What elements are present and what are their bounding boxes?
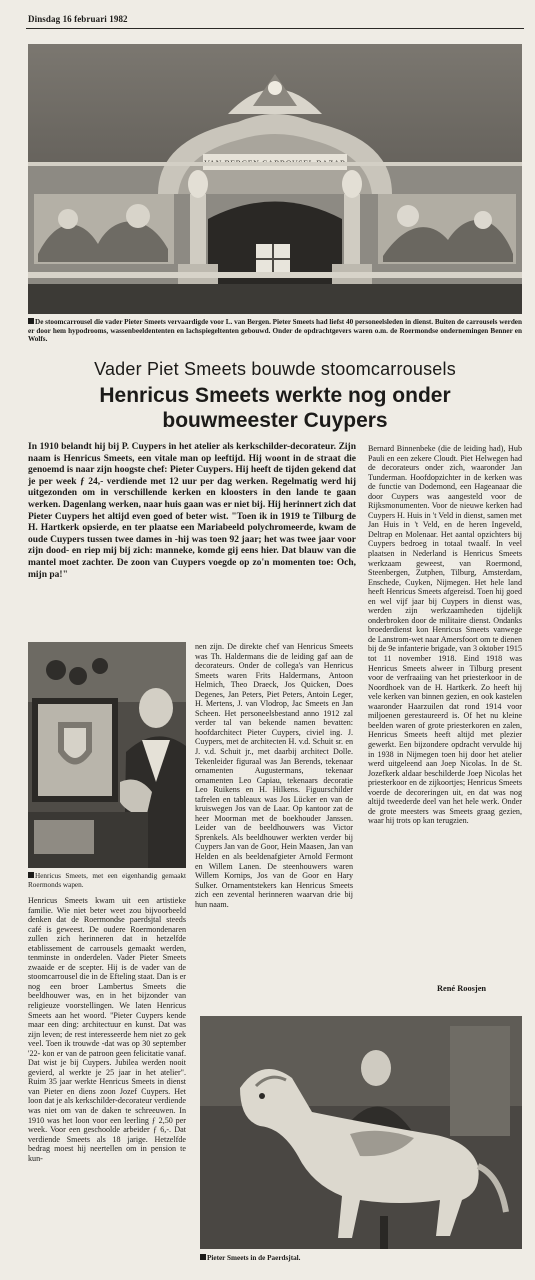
column-right <box>368 444 522 826</box>
headline-line-2: bouwmeester Cuypers <box>162 409 388 432</box>
column-middle <box>195 642 353 909</box>
horse-caption-text: Pieter Smeets in de Paerdsjtal. <box>207 1254 301 1262</box>
portrait-caption <box>28 872 186 889</box>
column-right-text: Bernard Binnenbeke (die de leiding had), Hub Pauli en een zekere Cloudt. Piet Helwegen had de decorateurs onder zich, waaronder Jan Tunderman. Hoofdopzichter in de kerken was de functie van Dodemond, een Hageanaar die door Cuypers was aangesteld voor de Rijksmonumenten. Voor de nieuwe kerken had Cuypers H. Huis in 't Veld in dienst, samen met Jan Huis in 't Veld, en de heren Ingeveld, Deltrap en Molenaar. Het aantal opzichters bij Cuypers bedroeg in totaal twaalf. In veel plaatsen in Nederland is Henricus Smeets werkzaam geweest, van Roermond, Steenbergen, Zutphen, Tilburg, Amsterdam, Enschede, Cuyken, Nijmegen. Het hele land heeft Henricus Smeets afgereisd. Toen hij goed en wel vijf jaar bij Cuypers in dienst was, werden zijn werkzaamheden tijdelijk onderbroken door de militaire dienst. Ondanks broederdienst kon Henricus Smeets vanwege de Lanstrom-wet naar Amersfoort om te dienen bij de 9e infanterie brigade, van 3 oktober 1915 tot 11 november 1918. Eind 1918 was Henricus Smeets alweer in Tilburg present voor de verfraaiing van het priesterkoor in de Noordhoek van de H. Hartkerk. Zo heeft hij vele kerken van binnen gezien, en ook kastelen waaronder Haarzuilen dat rond 1914 voor miljoenen gerestaureerd is. Of het nu kleine beelden waren of grote priesterkoren en zalen, Henricus Smeets heeft altijd met plezier gewerkt. Een bijzondere opdracht vervulde hij in 1938 in Nijmegen toen hij door het atelier werd uitgeleend aan Joep Nicolas. In de St. Jozefkerk aldaar beschilderde Joep Nicolas het priesterkoor en de zijkoortjes; Henricus Smeets voerde de decoreringen uit, en dat was nog altijd tweederde deel van het hele werk. Onder de grote meesters was Smeets graag gezien, waar hij trots op kan terugzien. <box>368 444 522 826</box>
column-left-text: Henricus Smeets kwam uit een artistieke familie. Wie niet beter weet zou bijvoorbeeld denken dat de Roermondse paerdsjtal steeds café is geweest. De oudere Roermondenaren zullen zich herinneren dat in hetzelfde etablissement de carrousels gemaakt werden, tenminste in onderdelen. Vader Pieter Smeets zwaaide er de scepter. Hij is de vader van de stoomcarrousel die in de Efteling staat. Dan is er nog een broer Lambertus Smeets die beeldhouwer was, en in het bijzonder van religieuze voorstellingen. We laten Henricus Smeets aan het woord. "Pieter Cuypers kende maar een ding: architectuur en kunst. Dat was zijn leven; de rest interesseerde hem niet zo gek veel. Toen ik trouwde -dat was op 30 september '22- kon er van de patroon geen felicitatie vanaf. Dat wist je bij Cuypers. Jubilea werden nooit gevierd, al werkte je 25 jaar in het atelier". Ruim 35 jaar werkte Henricus Smeets in dienst van Pieter en diens zoon Jozef Cuypers. Het loon dat je als kerkschilder-decorateur verdiende was niet om van de daken te schreeuwen. In 1910 was het loon voor een leerling ƒ 2,50 per week. Voor een geschoolde arbeider ƒ 6,-. Dat verdiende Smeets als 18 jarige. Hetzelfde bedrag moest hij neertellen om in pension te kun- <box>28 896 186 1163</box>
horse-caption <box>200 1254 522 1263</box>
column-middle-text: nen zijn. De direkte chef van Henricus Smeets was Th. Haldermans die de leiding gaf aan de decorateurs. Onder de collega's van Henricus Smeets waren Frits Haldermans, Antoon Helmich, Theo Draeck, Jos Quicken, Does Degenes, Jan Peters, Piet Peters, Antoin Leger, H. Mertens, J. van Vlodrop, Jac Smeets en Jan Scheen. Het personeelsbestand anno 1912 zal verder tal van bekende namen bevatten: hoofdarchitect Pieter Cuypers, civiel ing. J. Cuypers, met de architecten H. v.d. Schuit sr. en J. v.d. Schuit jr., met daarbij architect Dolle. Tekenleider figuraal was Jan Berends, tekenaar ornamenten Augustermans, tekenaar ornamenten Leo Capiau, tekenaars decoratie Leo Ruikens en H. Hilkens. Figuurschilder tafrelen en tableaux was Jos Lücker en van de kruiswegen Jos van de Laar. Op kantoor zat de heer Moorman met de boekhouder Janssen. Leider van de beeldhouwers was Victor Sprenkels. Als beeldhouwer werkten verder bij Cuypers Jan van de Goor, Hein Maasen, Jan van Helden en als beeldenafgieter Arnold Fermont en Willem Lanen. De steenhouwers waren Willem Kornips, Jos van de Goor en Hary Sulker. Ornamentstekers kan Henricus Smeets zich een zevental herinneren waarvan drie bij hun naam. <box>195 642 353 909</box>
article-kicker: Vader Piet Smeets bouwde stoomcarrousels <box>94 359 456 379</box>
caption-square-icon <box>28 872 34 878</box>
carousel-illustration <box>28 44 522 314</box>
portrait-photo <box>28 642 186 868</box>
portrait-caption-text: Henricus Smeets, met een eigenhandig gemaakt Roermonds wapen. <box>28 872 186 889</box>
carousel-caption-text: De stoomcarrousel die vader Pieter Smeets vervaardigde voor L. van Bergen. Pieter Smeets had liefst 40 personeelsleden in dienst. Buiten de carrousels werden er door hem hypodrooms, wassenbeeldententen en lachspiegeltenten gebouwd. Onder de opdrachtgevers waren o.m. de Roermondse ondernemingen Benner en Wolfs. <box>28 318 522 344</box>
carousel-photo <box>28 44 522 314</box>
portrait-illustration <box>28 642 186 868</box>
carousel-caption <box>28 318 522 344</box>
article-headline <box>26 383 524 433</box>
dateline: Dinsdag 16 februari 1982 <box>28 14 128 24</box>
headline-line-1: Henricus Smeets werkte nog onder <box>99 384 451 407</box>
article-lead: In 1910 belandt hij bij P. Cuypers in het atelier als kerkschilder-decorateur. Zijn naam is Henricus Smeets, een vitale man op leeftijd. Hij woont in de straat die genoemd is naar zijn hoogste chef: Pieter Cuypers. Hij heeft de tijden gekend dat je per week ƒ 24,- verdiende met 12 uur per dag werken. Regelmatig werd hij uitgezonden om in verschillende kerken en kloosters in den lande te gaan werken. Dagenlang werken, naar huis gaan was er niet bij. Hij herinnert zich dat Pieter Cuypers het altijd even goed of beter wist. "Toen ik in 1919 te Tilburg de H. Hartkerk opsierde, en ter plaatse een Mariabeeld polychromeerde, kwam de oude Cuypers tussen twee dames in -hij was toen 92 jaar; het was twee jaar voor zijn dood- en riep mij bij zich: manneke, komde gij eens hier. Dat blauw van die mantel moet zachter. De zoon van Cuypers voegde op zo'n momenten toe: Och, mijn pa!" <box>28 442 356 580</box>
horse-illustration <box>200 1016 522 1249</box>
author-signature: René Roosjen <box>437 984 487 993</box>
caption-square-icon <box>28 318 34 324</box>
horse-photo <box>200 1016 522 1249</box>
column-left <box>28 896 186 1163</box>
caption-square-icon <box>200 1254 206 1260</box>
header-rule <box>26 28 524 29</box>
